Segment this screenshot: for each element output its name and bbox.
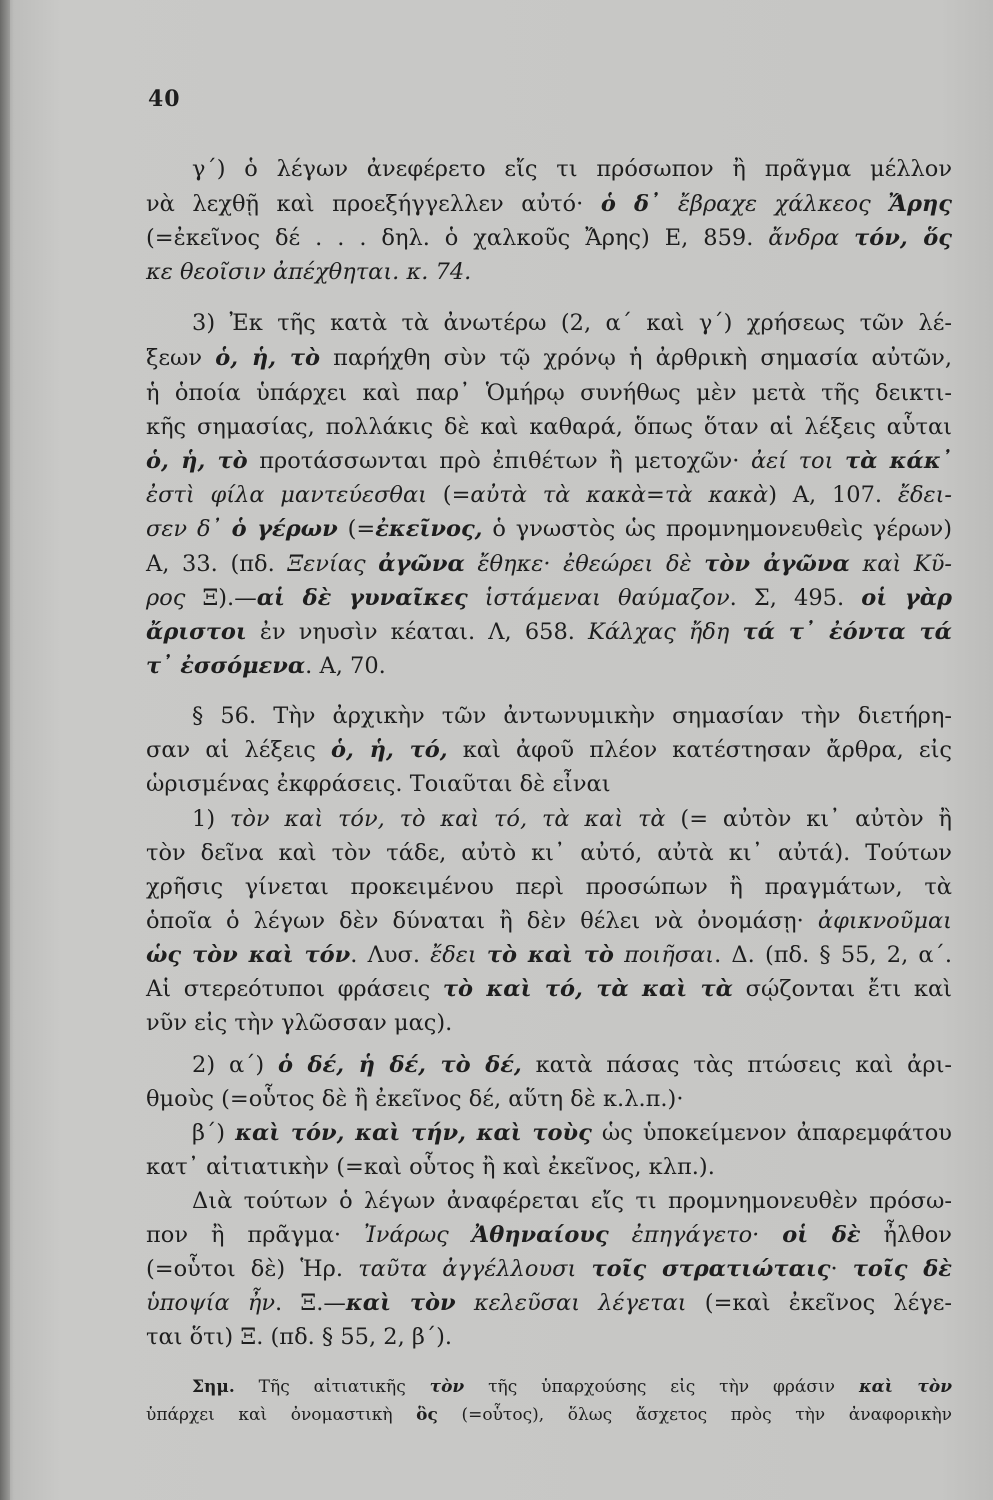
text-segment: ) Α, 107. — [768, 482, 898, 508]
text-segment: τῆς ὑπαρχούσης εἰς τὴν φράσιν — [464, 1377, 859, 1397]
text-segment: ὑποψία ἦν — [146, 1290, 276, 1316]
text-segment: ἄνδρα — [768, 225, 855, 251]
text-segment: Ἀθηναίους — [471, 1222, 609, 1248]
text-segment: ὁποῖα ὁ λέγων δὲν δύναται ἢ δὲν θέλει νὰ ὀνομάσῃ· — [146, 908, 818, 934]
text-segment: τ᾽ ἐσσόμενα — [146, 653, 306, 679]
text-segment: κατὰ πάσας τὰς πτώσεις καὶ ἀρι- — [521, 1052, 953, 1078]
text-segment: τοῖς δὲ — [852, 1256, 952, 1282]
text-segment: πον ἢ πρᾶγμα· — [146, 1222, 364, 1248]
text-segment: καὶ Κῦ- — [849, 551, 952, 577]
text-segment: κατ᾽ αἰτιατικὴν (=καὶ οὗτος ἢ καὶ ἐκεῖνος, κλπ.). — [146, 1154, 715, 1180]
text-segment: νῦν εἰς τὴν γλῶσσαν μας). — [146, 1010, 453, 1036]
text-segment: τά τ᾽ ἐόντα τά — [742, 619, 952, 645]
text-segment: ὁ, ἡ, τό, — [331, 737, 448, 763]
text-segment: Ἰνάρως — [364, 1222, 472, 1248]
text-line — [146, 1320, 952, 1354]
text-line — [146, 615, 952, 649]
text-segment: (=οὗτοι δὲ) Ἡρ. — [146, 1256, 359, 1282]
text-segment: ἀγῶνα — [378, 551, 465, 577]
text-segment: κε θεοῖσιν ἀπέχθηται. κ. 74. — [146, 259, 472, 285]
text-line — [146, 1048, 952, 1082]
text-segment: ἤδη — [688, 619, 743, 645]
text-line — [146, 512, 952, 546]
text-segment: (=ἐκεῖνος δέ . . . δηλ. ὁ χαλκοῦς Ἄρης) Ε, 859. — [146, 225, 769, 251]
text-line — [146, 870, 952, 904]
text-segment: Αἱ στερεότυποι φράσεις — [146, 976, 443, 1002]
text-segment: ἔδει — [430, 942, 487, 968]
text-segment: ἐκεῖνος, — [375, 516, 483, 542]
text-segment: τὸν — [429, 1377, 465, 1397]
text-segment: καὶ τὸν — [345, 1290, 456, 1316]
text-segment: προτάσσωνται πρὸ ἐπιθέτων ἢ μετοχῶν· — [247, 448, 751, 474]
text-segment: ὁ γνωστὸς ὡς προμνημονευθεὶς γέρων) — [482, 516, 953, 542]
text-segment: ὁ δέ, ἡ δέ, τὸ δέ, — [278, 1052, 522, 1078]
text-segment: τὸ καὶ τό, τὰ καὶ τὰ — [442, 976, 733, 1002]
text-line — [146, 478, 952, 512]
text-segment: (=οὗτος), ὅλως ἄσχετος πρὸς τὴν ἀναφορικὴν — [437, 1405, 952, 1425]
text-line — [146, 802, 952, 836]
text-line — [146, 1218, 952, 1252]
text-segment: · — [830, 1256, 853, 1282]
text-segment: τοῖς στρατιώταις — [591, 1256, 831, 1282]
text-segment: Σημ. — [192, 1377, 235, 1397]
text-segment: 3) Ἐκ τῆς κατὰ τὰ ἀνωτέρω (2, α΄ καὶ γ΄) χρήσεως τῶν λέ- — [192, 310, 952, 336]
text-segment: . Ξ.— — [275, 1290, 346, 1316]
text-segment: Ξ).— — [185, 585, 257, 611]
text-segment: καὶ τόν, καὶ τήν, καὶ τοὺς — [235, 1120, 592, 1146]
text-segment: (=καὶ ἐκεῖνος λέγε- — [686, 1290, 952, 1316]
text-segment: Ξενίας — [287, 551, 379, 577]
text-segment: Α, 33. (πδ. — [146, 551, 288, 577]
text-line — [146, 1116, 952, 1150]
text-segment: ὁ δ᾽ — [600, 191, 661, 217]
text-line — [146, 767, 952, 801]
text-segment: ὡς ὑποκείμενον ἀπαρεμφάτου — [591, 1120, 952, 1146]
text-segment: . Δ. (πδ. § 55, 2, α΄. — [714, 942, 953, 968]
text-segment: ρος — [146, 585, 186, 611]
text-segment: τὸν καὶ τόν, τὸ καὶ τό, τὰ καὶ τὰ — [229, 806, 666, 832]
text-segment: νὰ λεχθῇ καὶ προεξήγγελλεν αὐτό· — [146, 191, 601, 217]
text-segment: αἱ δὲ γυναῖκες — [256, 585, 468, 611]
text-segment: αὐτὰ τὰ κακὰ=τὰ κακὰ — [470, 482, 769, 508]
text-segment: (= αὐτὸν κι᾽ αὐτὸν ἢ — [665, 806, 953, 832]
text-segment: σεν δ᾽ — [146, 516, 232, 542]
text-segment: τὰ κάκ᾽ — [844, 448, 952, 474]
text-segment: ξεων — [146, 345, 216, 371]
text-line — [146, 152, 952, 186]
text-segment: ὡρισμένας ἐκφράσεις. Τοιαῦται δὲ εἶναι — [146, 771, 611, 797]
text-segment: ἀφικνοῦμαι — [817, 908, 952, 934]
text-line — [146, 649, 952, 683]
text-segment: ποιῆσαι — [613, 942, 715, 968]
text-segment: κῆς σημασίας, πολλάκις δὲ καὶ καθαρά, ὅπως ὅταν αἱ λέξεις αὗται — [146, 414, 952, 440]
text-segment: ἔδει- — [897, 482, 952, 508]
text-segment: τὸν ἀγῶνα — [704, 551, 850, 577]
text-segment: . Λυσ. — [350, 942, 431, 968]
text-line — [146, 1252, 952, 1286]
text-segment: ἔθηκε· ἐθεώρει δὲ — [464, 551, 705, 577]
text-segment: ὁ γέρων — [231, 516, 338, 542]
text-segment: Ἄρης — [888, 191, 952, 217]
text-segment: καὶ ἀφοῦ πλέον κατέστησαν ἄρθρα, εἰς — [447, 737, 953, 763]
text-line — [146, 1082, 952, 1116]
text-line — [146, 221, 952, 255]
text-segment: παρήχθη σὺν τῷ χρόνῳ ἡ ἀρθρικὴ σημασία αὐτῶν, — [320, 345, 952, 371]
text-segment: ἐστὶ φίλα μαντεύεσθαι — [146, 482, 427, 508]
text-segment: 1) — [192, 806, 230, 832]
footnote-line — [146, 1398, 952, 1432]
text-segment: (= — [337, 516, 376, 542]
text-segment: . Α, 70. — [305, 653, 386, 679]
text-line — [146, 341, 952, 375]
text-segment: σῴζονται ἔτι καὶ — [732, 976, 952, 1002]
text-segment: οἱ γὰρ — [861, 585, 953, 611]
text-segment: ὃς — [416, 1405, 438, 1425]
text-segment: οἱ δὲ — [782, 1222, 861, 1248]
text-segment: Κάλχας — [588, 619, 689, 645]
text-segment: κελεῦσαι λέγεται — [455, 1290, 687, 1316]
text-segment: τὸ καὶ τὸ — [486, 942, 614, 968]
page-number: 40 — [148, 86, 181, 112]
text-segment: ἐν νηυσὶν κέαται. Λ, 658. — [246, 619, 589, 645]
text-segment: ὑπάρχει καὶ ὀνομαστικὴ — [146, 1405, 417, 1425]
text-segment: ἡ ὁποία ὑπάρχει καὶ παρ᾽ Ὁμήρῳ συνήθως μὲν μετὰ τῆς δεικτι- — [146, 380, 952, 406]
text-line — [146, 1286, 952, 1320]
text-line — [146, 904, 952, 938]
text-line — [146, 410, 952, 444]
text-segment: ἦλθον — [860, 1222, 952, 1248]
text-line — [146, 1150, 952, 1184]
text-segment: θμοὺς (=οὗτος δὲ ἢ ἐκεῖνος δέ, αὕτη δὲ κ.λ.π.)· — [146, 1086, 684, 1112]
text-segment: γ΄) ὁ λέγων ἀνεφέρετο εἴς τι πρόσωπον ἢ πρᾶγμα μέλλον — [192, 156, 952, 182]
text-segment: ται ὅτι) Ξ. (πδ. § 55, 2, β΄). — [146, 1324, 453, 1350]
text-segment: ὡς τὸν καὶ τόν — [146, 942, 351, 968]
text-segment: σαν αἱ λέξεις — [146, 737, 331, 763]
text-segment: καὶ τὸν — [858, 1377, 952, 1397]
text-line — [146, 1184, 952, 1218]
text-line — [146, 1006, 952, 1040]
text-segment: ἀεί τοι — [750, 448, 845, 474]
text-segment: τὸν δεῖνα καὶ τὸν τάδε, αὐτὸ κι᾽ αὐτό, αὐτὰ κι᾽ αὐτά). Τούτων — [146, 840, 952, 866]
text-line — [146, 187, 952, 221]
text-segment: 2) α΄) — [192, 1052, 279, 1078]
text-line — [146, 699, 952, 733]
text-line — [146, 938, 952, 972]
text-segment: ἄριστοι — [146, 619, 247, 645]
text-line — [146, 376, 952, 410]
book-spine-shadow — [0, 0, 10, 1500]
text-line — [146, 444, 952, 478]
text-segment: ἔβραχε χάλκεος — [660, 191, 889, 217]
text-segment: Τῆς αἰτιατικῆς — [234, 1377, 430, 1397]
text-line — [146, 972, 952, 1006]
text-segment: ἐπηγάγετο· — [608, 1222, 783, 1248]
text-line — [146, 836, 952, 870]
text-line — [146, 547, 952, 581]
text-segment: Διὰ τούτων ὁ λέγων ἀναφέρεται εἴς τι προμνημονευθὲν πρόσω- — [192, 1188, 952, 1214]
text-line — [146, 306, 952, 340]
text-segment: β΄) — [192, 1120, 236, 1146]
text-segment: χρῆσις γίνεται προκειμένου περὶ προσώπων ἢ πραγμάτων, τὰ — [146, 874, 952, 900]
text-segment: ὁ, ἡ, τὸ — [146, 448, 248, 474]
text-segment: ὁ, ἡ, τὸ — [215, 345, 321, 371]
text-segment: § 56. Τὴν ἀρχικὴν τῶν ἀντωνυμικὴν σημασίαν τὴν διετήρη- — [192, 703, 952, 729]
text-line — [146, 255, 952, 289]
text-segment: (= — [427, 482, 471, 508]
text-segment: . Σ, 495. — [729, 585, 862, 611]
text-segment: ταῦτα ἀγγέλλουσι — [358, 1256, 592, 1282]
text-segment: ἱστάμεναι θαύμαζον — [467, 585, 730, 611]
text-line — [146, 733, 952, 767]
text-line — [146, 581, 952, 615]
text-segment: τόν, ὅς — [854, 225, 952, 251]
